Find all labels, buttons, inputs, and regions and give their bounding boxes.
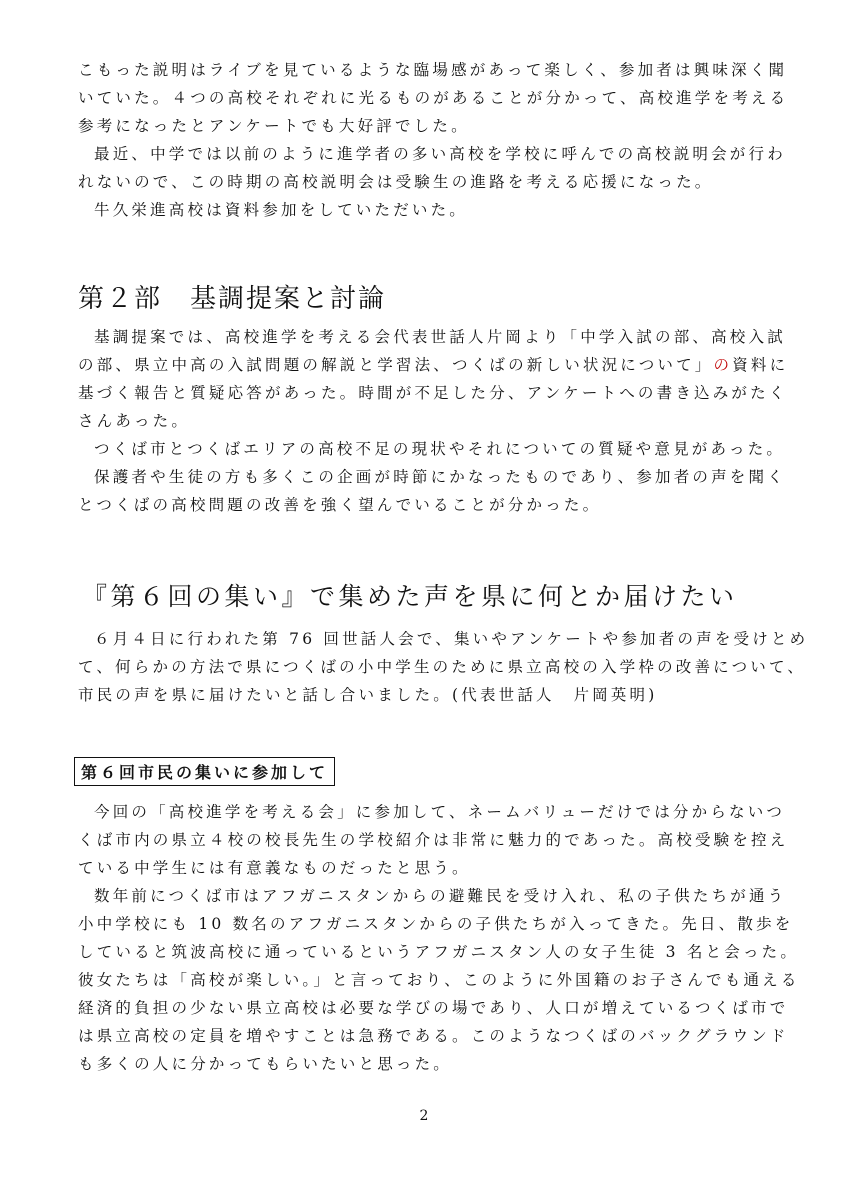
text-line: 参考になったとアンケートでも大好評でした。 [78, 117, 470, 135]
voices-paragraph [78, 625, 809, 709]
text-line: こもった説明はライブを見ているような臨場感があって楽しく、参加者は興味深く聞 [78, 61, 788, 79]
boxed-heading-participation: 第６回市民の集いに参加して [74, 757, 335, 786]
text-line: 基調提案では、高校進学を考える会代表世話人片岡より「中学入試の部、高校入試 [94, 328, 786, 346]
text-line: 市民の声を県に届けたいと話し合いました。(代表世話人 片岡英明) [78, 686, 658, 704]
text-line: は県立高校の定員を増やすことは急務である。このようなつくばのバックグラウンド [78, 1027, 789, 1045]
text-line: ６月４日に行われた第 76 回世話人会で、集いやアンケートや参加者の声を受けとめ [94, 630, 809, 648]
text-line: 基づく報告と質疑応答があった。時間が不足した分、アンケートへの書き込みがたく [78, 384, 788, 402]
text-line: も多くの人に分かってもらいたいと思った。 [78, 1055, 453, 1073]
text-line: とつくばの高校問題の改善を強く望んでいることが分かった。 [78, 496, 602, 514]
text-line: いていた。４つの高校それぞれに光るものがあることが分かって、高校進学を考える [78, 89, 789, 107]
part2-paragraph [78, 323, 789, 519]
text-line: て、何らかの方法で県につくばの小中学生のために県立高校の入学枠の改善について、 [78, 658, 807, 676]
text-line [78, 351, 789, 379]
section-heading-voices: 『第６回の集い』で集めた声を県に何とか届けたい [82, 582, 738, 611]
highlighted-text: の [713, 356, 733, 374]
text-line: さんあった。 [78, 412, 191, 430]
text-line: 最近、中学では以前のように進学者の多い高校を学校に呼んでの高校説明会が行わ [94, 145, 786, 163]
text-line: 経済的負担の少ない県立高校は必要な学びの場であり、人口が増えているつくば市で [78, 999, 789, 1017]
intro-paragraph [78, 56, 789, 224]
text-line: 保護者や生徒の方も多くこの企画が時節にかなったものであり、参加者の声を聞く [94, 468, 786, 486]
participation-paragraph [78, 798, 800, 1078]
text-segment: の部、県立中高の入試問題の解説と学習法、つくばの新しい状況について」 [78, 356, 714, 374]
text-line: くば市内の県立４校の校長先生の学校紹介は非常に魅力的であった。高校受験を控え [78, 831, 789, 849]
text-line: 小中学校にも 10 数名のアフガニスタンからの子供たちが入ってきた。先日、散歩を [78, 915, 794, 933]
text-line: つくば市とつくばエリアの高校不足の現状やそれについての質疑や意見があった。 [94, 440, 786, 458]
text-line: 今回の「高校進学を考える会」に参加して、ネームバリューだけでは分からないつ [94, 803, 786, 821]
text-line: ている中学生には有意義なものだったと思う。 [78, 859, 471, 877]
text-line: れないので、この時期の高校説明会は受験生の進路を考える応援になった。 [78, 173, 714, 191]
page-number: 2 [419, 1108, 429, 1124]
text-line: 数年前につくば市はアフガニスタンからの避難民を受け入れ、私の子供たちが通う [94, 887, 787, 905]
text-line: 牛久栄進高校は資料参加をしていただいた。 [94, 201, 469, 219]
text-line: していると筑波高校に通っているというアフガニスタン人の女子生徒 3 名と会った。 [78, 943, 800, 961]
text-line: 彼女たちは「高校が楽しい。」と言っており、このように外国籍のお子さんでも通える [78, 971, 800, 989]
text-segment: 資料に [732, 356, 789, 374]
section-heading-part2: 第２部 基調提案と討論 [78, 284, 387, 314]
